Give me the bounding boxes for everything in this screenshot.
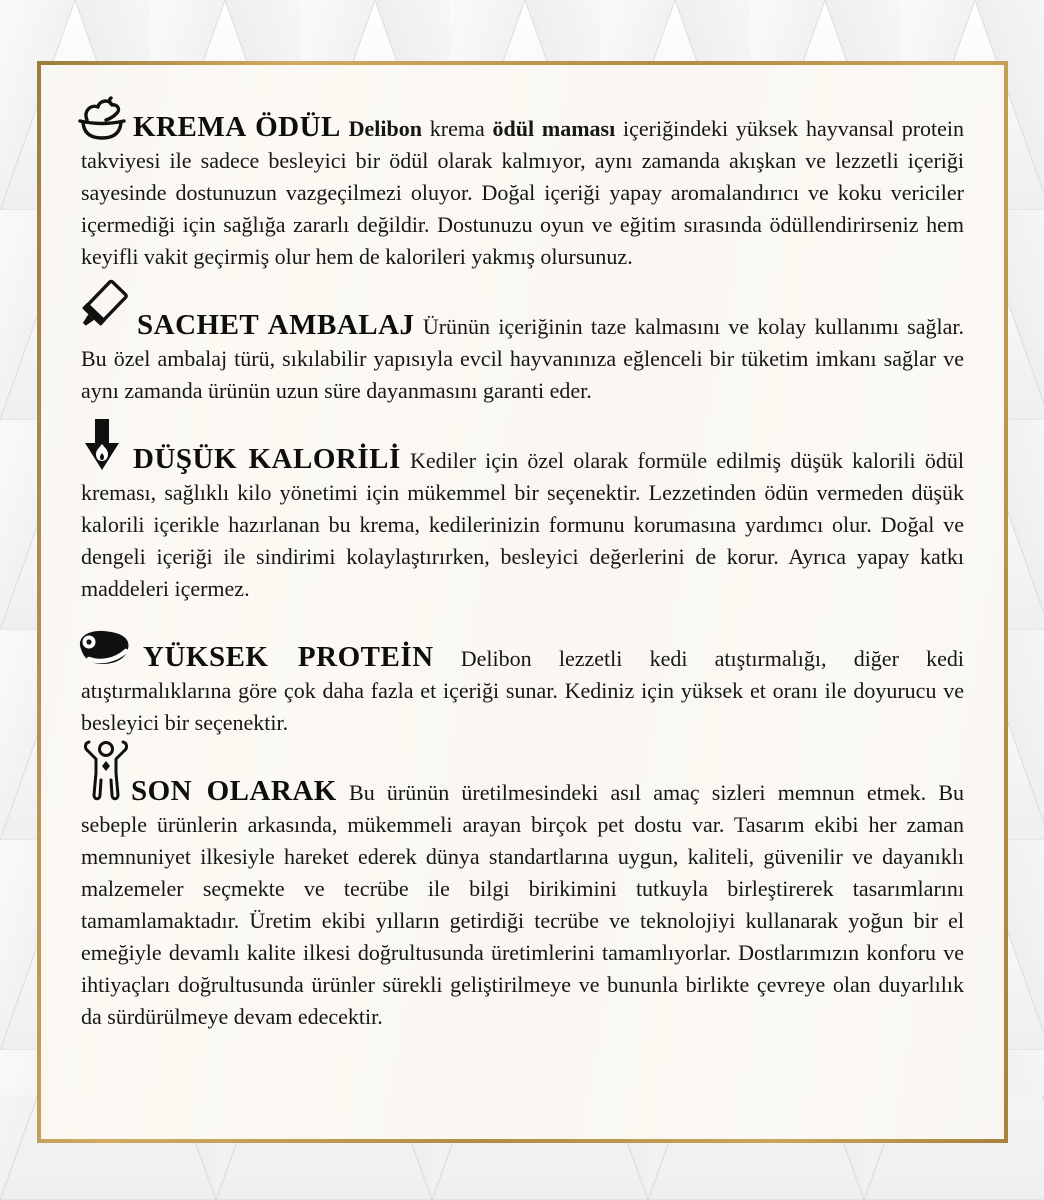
product-description-card: [37, 61, 1008, 1143]
cheering-person-icon: [81, 739, 131, 809]
cream-bowl-icon: [75, 95, 129, 145]
section-heading: SACHET AMBALAJ: [137, 309, 415, 341]
section-dusuk-kalorili: [81, 443, 964, 605]
section-sachet-ambalaj: [81, 309, 964, 407]
body-text: Delibon lezzetli kedi atıştırmalığı, diğer kedi atıştırmalıklarına göre çok daha fazla et içeriği sunar. Kediniz için yüksek et oranı ile doyurucu ve besleyici bir seçenektir.: [81, 646, 964, 735]
section-krema-odul: [81, 111, 964, 273]
section-heading: DÜŞÜK KALORİLİ: [133, 443, 401, 475]
body-text: Bu ürünün üretilmesindeki asıl amaç sizleri memnun etmek. Bu sebeple ürünlerin arkasında, mükemmeli arayan birçok pet dostu var. Tasarım ekibi her zaman memnuniyet ilkesiyle hareket ederek dünya standartlarına uygun, kaliteli, güvenilir ve dayanıklı malzemeler seçmekte ve tecrübe ile bilgi birikimini tutkuyla birleştirerek tasarımlarını tamamlamaktadır. Üretim ekibi yılların getirdiği tecrübe ve teknolojiyi kullanarak yoğun bir el emeğiyle devamlı kalite ilkesi doğrultusunda üretimlerini tamamlıyorlar. Dostlarımızın konforu ve ihtiyaçları doğrultusunda ürünler sürekli geliştirilmeye ve bununla birlikte çevreye olan duyarlılık da sürdürülmeye devam edecektir.: [81, 780, 965, 1029]
section-heading: YÜKSEK PROTEİN: [143, 641, 434, 673]
section-yuksek-protein: [81, 641, 964, 739]
section-heading: KREMA ÖDÜL: [133, 111, 341, 143]
meat-steak-icon: [73, 627, 135, 675]
card-content: [41, 65, 1004, 1139]
body-text: içeriğindeki yüksek hayvansal protein takviyesi ile sadece besleyici bir ödül olarak kalmıyor, aynı zamanda akışkan ve lezzetli içeriği sayesinde dostunuzun vazgeçilmezi oluyor. Doğal içeriği yapay aromalandırıcı ve koku vericiler içermediği için sağlığa zararlı değildir. Dostunuzu oyun ve eğitim sırasında ödüllendirirseniz hem keyifli vakit geçirmiş olur hem de kalorileri yakmış olursunuz.: [81, 116, 965, 269]
brand-name: Delibon: [348, 116, 423, 141]
section-son-olarak: [81, 775, 964, 1033]
body-text: krema: [429, 116, 485, 141]
emphasis-text: ödül maması: [492, 116, 616, 141]
section-heading: SON OLARAK: [131, 775, 337, 807]
sachet-icon: [71, 279, 131, 341]
body-text: Ürünün içeriğinin taze kalmasını ve kolay kullanımı sağlar. Bu özel ambalaj türü, sıkılabilir yapısıyla evcil hayvanınıza eğlenceli bir tüketim imkanı sağlar ve aynı zamanda ürünün uzun süre dayanmasını garanti eder.: [81, 314, 964, 403]
low-calorie-arrow-icon: [81, 417, 123, 473]
body-text: Kediler için özel olarak formüle edilmiş düşük kalorili ödül kreması, sağlıklı kilo yönetimi için mükemmel bir seçenektir. Lezzetinden ödün vermeden düşük kalorili içerikle hazırlanan bu krema, kedilerinizin formunu korumasına yardımcı olur. Doğal ve dengeli içeriği ile sindirimi kolaylaştırırken, besleyici değerlerini de korur. Ayrıca yapay katkı maddeleri içermez.: [81, 448, 964, 601]
